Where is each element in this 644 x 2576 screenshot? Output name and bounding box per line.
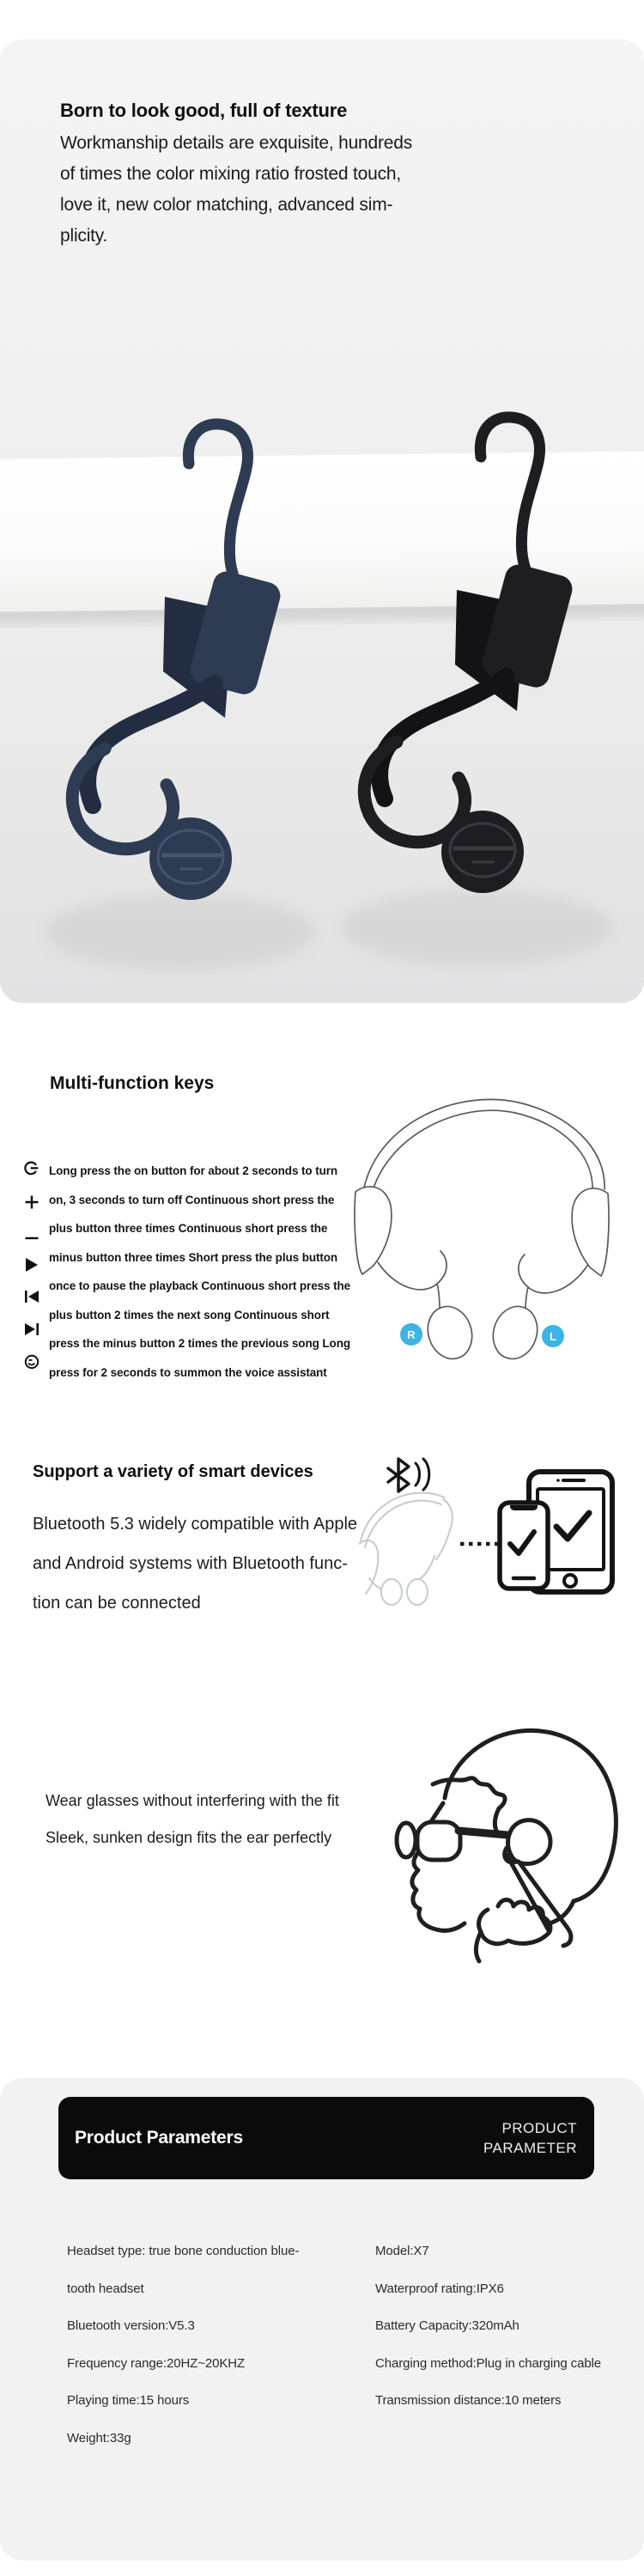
parameters-title: Product Parameters [75,2128,243,2148]
faint-headset-outline [359,1493,453,1605]
instruction-line: once to pause the playback Continuous short press the [49,1279,351,1292]
spec-item: Bluetooth version:V5.3 [67,2318,195,2333]
multifunction-instructions [49,1157,375,1387]
instruction-line: on, 3 seconds to turn off Continuous short press the [49,1193,335,1206]
smart-devices-line: and Android systems with Bluetooth func- [33,1554,348,1573]
next-track-icon [24,1321,39,1337]
smart-devices-line: Bluetooth 5.3 widely compatible with Apple [33,1515,358,1534]
instruction-line: plus button three times Continuous short press the [49,1222,328,1235]
play-icon [24,1257,39,1273]
minus-icon [24,1230,39,1246]
spec-item: Charging method:Plug in charging cable [375,2355,602,2371]
spec-item: Transmission distance:10 meters [375,2393,562,2408]
hero-line: Workmanship details are exquisite, hundreds [60,133,413,153]
glasses-line: Wear glasses without interfering with the fit [46,1792,339,1809]
svg-text:R: R [407,1328,416,1341]
glasses-line: Sleek, sunken design fits the ear perfectly [46,1829,332,1846]
right-marker [400,1323,422,1346]
spec-item: Frequency range:20HZ~20KHZ [67,2355,246,2371]
previous-track-icon [24,1289,39,1304]
glasses-text [46,1783,389,1856]
hero-title: Born to look good, full of texture [60,100,348,121]
hero-section [60,100,429,252]
instruction-line: plus button 2 times the next song Continuous short [49,1308,330,1321]
spec-item: Headset type: true bone conduction blue- [67,2244,300,2258]
specs-column-left [67,2233,350,2457]
svg-text:L: L [550,1330,556,1343]
hero-line: love it, new color matching, advanced sim- [60,195,393,215]
spec-item: Battery Capacity:320mAh [375,2318,519,2333]
left-marker [542,1325,564,1347]
instruction-line: Long press the on button for about 2 seconds to turn [49,1164,338,1177]
smart-devices-text [33,1504,376,1623]
parameters-side-label: PRODUCT PARAMETER [483,2120,577,2156]
phone-illustration [500,1503,548,1589]
headset-line-drawing [354,1097,644,1385]
spec-item: tooth headset [67,2281,144,2296]
smart-devices-title: Support a variety of smart devices [33,1462,313,1481]
spec-item: Model:X7 [375,2244,429,2258]
bluetooth-icon [388,1459,429,1492]
devices-illustration [359,1448,635,1654]
specs-column-right [375,2233,633,2420]
instruction-line: press the minus button 2 times the previous song Long [49,1337,350,1350]
product-photo [0,369,644,1003]
hero-line: plicity. [60,226,108,246]
voice-assistant-icon [24,1354,39,1370]
multifunction-title: Multi-function keys [50,1073,215,1093]
spec-item: Weight:33g [67,2430,131,2445]
hero-line: of times the color mixing ratio frosted touch, [60,164,401,184]
power-icon [24,1161,39,1176]
spec-item: Playing time:15 hours [67,2393,190,2408]
spec-item: Waterproof rating:IPX6 [375,2281,504,2296]
instruction-line: minus button three times Short press the plus button [49,1250,338,1264]
plus-icon [24,1194,39,1210]
parameters-header-bar [58,2097,594,2179]
smart-devices-line: tion can be connected [33,1594,201,1613]
instruction-line: press for 2 seconds to summon the voice assistant [49,1365,327,1379]
glasses-illustration [371,1702,644,1975]
